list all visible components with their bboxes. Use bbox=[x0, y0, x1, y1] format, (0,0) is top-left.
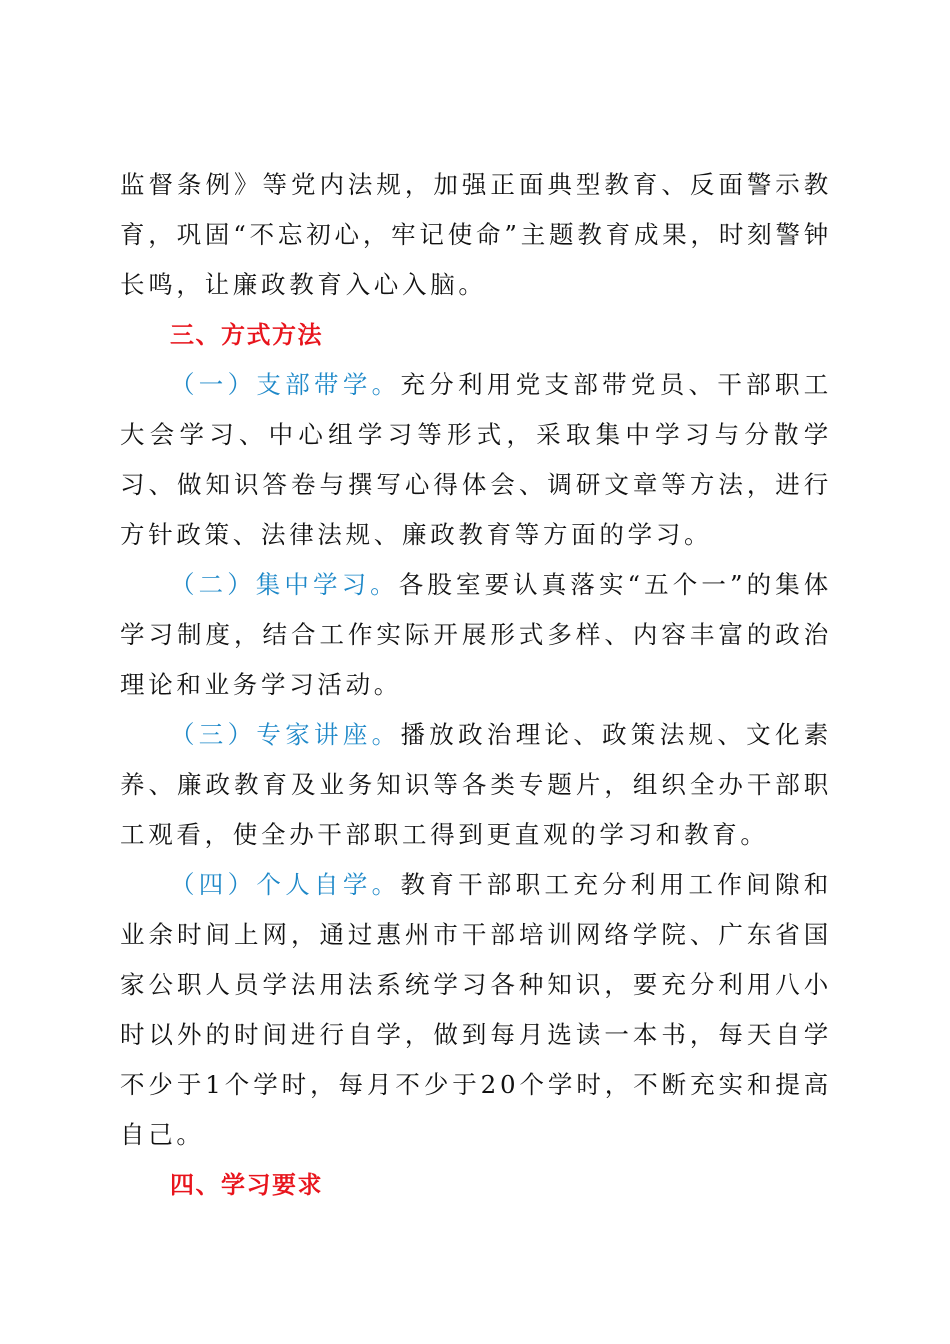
section-heading-methods: 三、方式方法 bbox=[170, 321, 323, 349]
section-heading-requirements: 四、学习要求 bbox=[170, 1171, 323, 1199]
method-text: 各股室要认真落实“五个一”的集体学习制度，结合工作实际开展形式多样、内容丰富的政治理论和业务学习活动。 bbox=[120, 570, 832, 699]
method-text: 充分利用党支部带党员、干部职工大会学习、中心组学习等形式，采取集中学习与分散学习、做知识答卷与撰写心得体会、调研文章等方法，进行方针政策、法律法规、廉政教育等方面的学习。 bbox=[120, 370, 832, 549]
intro-paragraph: 监督条例》等党内法规，加强正面典型教育、反面警示教育，巩固“不忘初心，牢记使命”主题教育成果，时刻警钟长鸣，让廉政教育入心入脑。 bbox=[120, 170, 832, 299]
method-item-centralized-study bbox=[120, 560, 832, 710]
method-label: （一）支部带学。 bbox=[170, 370, 401, 399]
method-label: （三）专家讲座。 bbox=[170, 720, 401, 749]
method-item-branch-study bbox=[120, 360, 832, 560]
document-page bbox=[120, 160, 832, 1210]
method-label: （四）个人自学。 bbox=[170, 870, 401, 899]
method-label: （二）集中学习。 bbox=[170, 570, 399, 599]
method-item-self-study bbox=[120, 860, 832, 1160]
method-item-expert-lecture bbox=[120, 710, 832, 860]
method-text: 教育干部职工充分利用工作间隙和业余时间上网，通过惠州市干部培训网络学院、广东省国家公职人员学法用法系统学习各种知识，要充分利用八小时以外的时间进行自学，做到每月选读一本书，每天自学不少于1个学时，每月不少于20个学时，不断充实和提高自己。 bbox=[120, 870, 832, 1149]
method-text: 播放政治理论、政策法规、文化素养、廉政教育及业务知识等各类专题片，组织全办干部职工观看，使全办干部职工得到更直观的学习和教育。 bbox=[120, 720, 832, 849]
